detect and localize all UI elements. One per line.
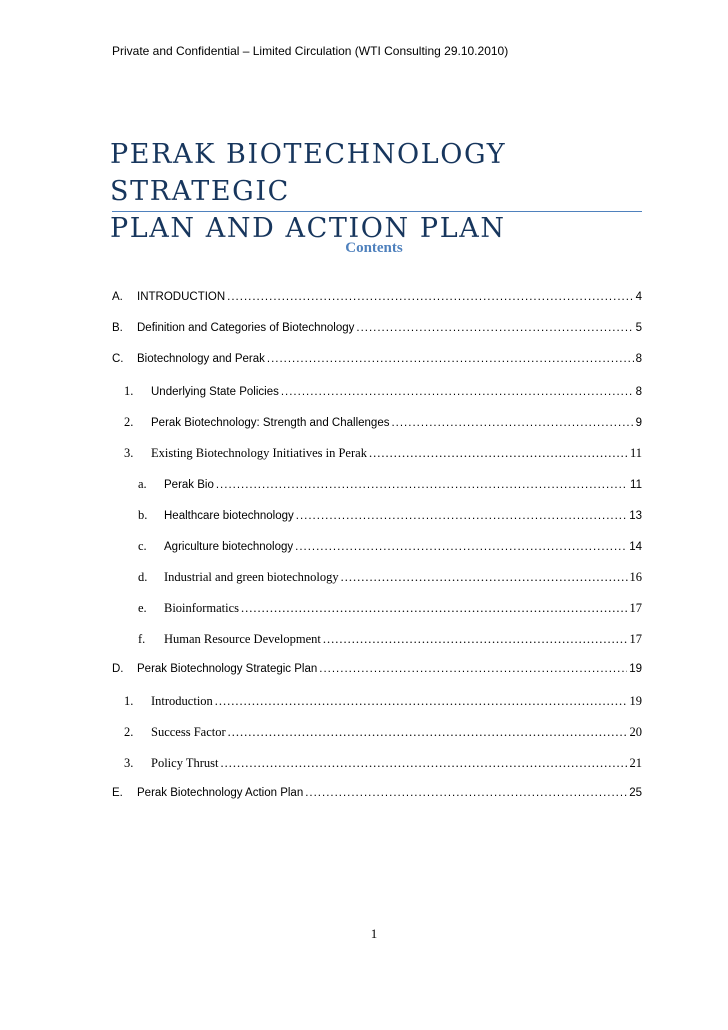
- toc-entry-label: Bioinformatics: [164, 601, 239, 615]
- toc-dot-leader: [319, 663, 627, 675]
- toc-dot-leader: [341, 570, 628, 585]
- toc-entry-perak-bio[interactable]: [138, 477, 642, 495]
- toc-entry-label: Perak Biotechnology Strategic Plan: [137, 663, 318, 675]
- document-title: [110, 136, 646, 247]
- toc-dot-leader: [227, 291, 633, 303]
- toc-entry-number: e.: [138, 601, 147, 615]
- toc-entry-page: 19: [629, 694, 642, 708]
- toc-dot-leader: [369, 446, 628, 461]
- toc-entry-page: 5: [635, 322, 642, 334]
- toc-entry-number: E.: [112, 787, 123, 799]
- toc-entry-number: A.: [112, 291, 123, 303]
- toc-entry-number: 3.: [124, 446, 134, 460]
- title-line-2: PLAN AND ACTION PLAN: [110, 213, 506, 244]
- toc-entry-number: 1.: [124, 694, 134, 708]
- toc-entry-action-plan[interactable]: [112, 787, 642, 805]
- toc-dot-leader: [305, 787, 627, 799]
- toc-entry-label: Underlying State Policies: [151, 386, 279, 398]
- toc-entry-page: 8: [635, 386, 642, 398]
- toc-entry-number: 3.: [124, 756, 134, 770]
- toc-entry-page: 9: [635, 417, 642, 429]
- toc-entry-number: 2.: [124, 415, 134, 429]
- toc-entry-label: Perak Biotechnology Action Plan: [137, 787, 304, 799]
- toc-entry-introduction-sub[interactable]: [124, 694, 642, 712]
- toc-entry-state-policies[interactable]: [124, 384, 642, 402]
- toc-entry-label: Agriculture biotechnology: [164, 541, 294, 553]
- toc-entry-number: a.: [138, 477, 147, 491]
- toc-entry-page: 25: [629, 787, 642, 799]
- title-line-1: PERAK BIOTECHNOLOGY STRATEGIC: [110, 139, 507, 207]
- contents-heading: Contents: [345, 240, 403, 256]
- toc-entry-bioinformatics[interactable]: [138, 601, 642, 619]
- toc-entry-healthcare[interactable]: [138, 508, 642, 526]
- toc-entry-agriculture[interactable]: [138, 539, 642, 557]
- toc-entry-industrial-green[interactable]: [138, 570, 642, 588]
- toc-entry-number: d.: [138, 570, 148, 584]
- toc-dot-leader: [241, 601, 628, 616]
- toc-entry-number: B.: [112, 322, 123, 334]
- toc-entry-label: Definition and Categories of Biotechnology: [137, 322, 355, 334]
- toc-dot-leader: [281, 386, 634, 398]
- toc-entry-human-resource[interactable]: [138, 632, 642, 650]
- toc-dot-leader: [228, 725, 628, 740]
- toc-entry-number: c.: [138, 539, 147, 553]
- toc-entry-page: 19: [629, 663, 642, 675]
- toc-entry-page: 11: [629, 446, 642, 460]
- toc-dot-leader: [215, 694, 628, 709]
- toc-entry-page: 11: [630, 479, 642, 491]
- toc-entry-number: 2.: [124, 725, 134, 739]
- toc-dot-leader: [220, 756, 627, 771]
- confidentiality-header: Private and Confidential – Limited Circulation (WTI Consulting 29.10.2010): [112, 44, 509, 58]
- toc-entry-policy-thrust[interactable]: [124, 756, 642, 774]
- toc-entry-label: Policy Thrust: [151, 756, 219, 770]
- toc-entry-strength-challenges[interactable]: [124, 415, 642, 433]
- title-underline: [112, 211, 642, 212]
- toc-entry-page: 8: [635, 353, 642, 365]
- toc-entry-number: D.: [112, 663, 124, 675]
- toc-entry-label: Human Resource Development: [164, 632, 321, 646]
- toc-entry-biotechnology-and-perak[interactable]: [112, 353, 642, 371]
- toc-entry-label: Industrial and green biotechnology: [164, 570, 339, 584]
- toc-entry-definition[interactable]: [112, 322, 642, 340]
- toc-entry-strategic-plan[interactable]: [112, 663, 642, 681]
- toc-entry-label: INTRODUCTION: [137, 291, 226, 303]
- toc-entry-number: b.: [138, 508, 148, 522]
- toc-entry-label: Biotechnology and Perak: [137, 353, 265, 365]
- toc-entry-existing-initiatives[interactable]: [124, 446, 642, 464]
- toc-entry-number: 1.: [124, 384, 134, 398]
- toc-dot-leader: [296, 510, 627, 522]
- toc-dot-leader: [356, 322, 633, 334]
- toc-entry-label: Existing Biotechnology Initiatives in Perak: [151, 446, 367, 460]
- toc-entry-number: C.: [112, 353, 124, 365]
- toc-entry-introduction[interactable]: [112, 291, 642, 309]
- toc-entry-page: 20: [629, 725, 642, 739]
- toc-entry-label: Perak Biotechnology: Strength and Challenges: [151, 417, 390, 429]
- page-number: 1: [370, 926, 378, 941]
- toc-dot-leader: [295, 541, 627, 553]
- toc-entry-page: 13: [629, 510, 642, 522]
- toc-entry-number: f.: [138, 632, 146, 646]
- toc-entry-page: 17: [629, 632, 642, 646]
- toc-entry-label: Success Factor: [151, 725, 226, 739]
- toc-entry-page: 17: [629, 601, 642, 615]
- toc-dot-leader: [216, 479, 628, 491]
- toc-entry-page: 4: [635, 291, 642, 303]
- toc-entry-label: Healthcare biotechnology: [164, 510, 294, 522]
- toc-entry-page: 14: [629, 541, 642, 553]
- toc-entry-label: Introduction: [151, 694, 213, 708]
- toc-dot-leader: [323, 632, 628, 647]
- toc-dot-leader: [267, 353, 634, 365]
- toc-entry-page: 16: [629, 570, 642, 584]
- toc-entry-page: 21: [629, 756, 642, 770]
- toc-dot-leader: [391, 417, 633, 429]
- toc-entry-label: Perak Bio: [164, 479, 214, 491]
- toc-entry-success-factor[interactable]: [124, 725, 642, 743]
